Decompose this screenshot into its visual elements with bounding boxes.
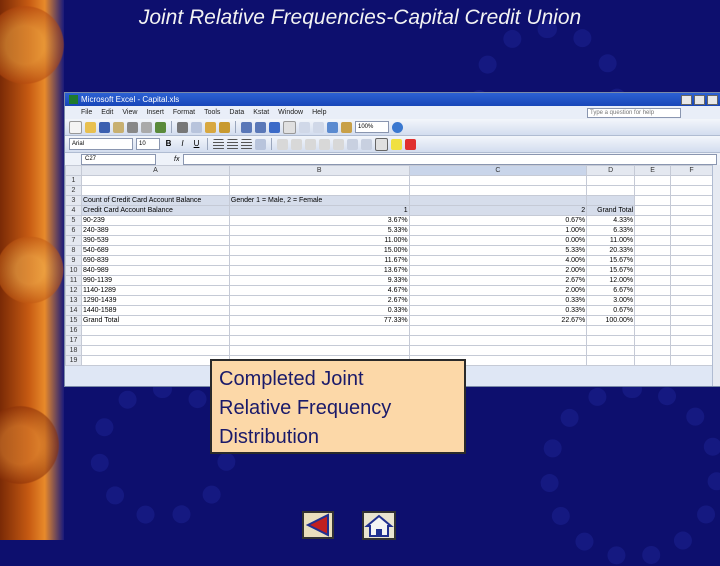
menu-help[interactable]: Help xyxy=(312,109,327,116)
table-row xyxy=(66,306,713,316)
table-row xyxy=(66,226,713,236)
cell-d[interactable]: 15.67% xyxy=(587,256,635,266)
table-row xyxy=(66,296,713,306)
cell-b[interactable]: 77.33% xyxy=(229,316,409,326)
cell-e[interactable] xyxy=(635,206,671,216)
restore-button[interactable] xyxy=(694,95,705,105)
cell-f[interactable] xyxy=(671,356,713,366)
cell-e[interactable] xyxy=(635,316,671,326)
cell-a[interactable]: 690-839 xyxy=(81,256,229,266)
cell-c[interactable]: 5.33% xyxy=(409,246,587,256)
cell-c[interactable]: 2.00% xyxy=(409,266,587,276)
zoom-select[interactable]: 100% xyxy=(355,121,389,133)
cell-b[interactable]: 1 xyxy=(229,206,409,216)
column-header-c[interactable]: C xyxy=(409,166,587,176)
cell-f[interactable] xyxy=(671,276,713,286)
formatting-toolbar xyxy=(65,136,720,153)
redo-icon[interactable] xyxy=(255,122,266,133)
cell-c[interactable]: 0.00% xyxy=(409,236,587,246)
decrease-decimal-icon[interactable] xyxy=(333,139,344,150)
cell-a[interactable]: 240-389 xyxy=(81,226,229,236)
cell-c[interactable] xyxy=(409,336,587,346)
align-left-icon[interactable] xyxy=(213,139,224,150)
drawing-icon[interactable] xyxy=(341,122,352,133)
cell-f[interactable] xyxy=(671,326,713,336)
column-header-b[interactable]: B xyxy=(229,166,409,176)
underline-icon[interactable]: U xyxy=(193,138,200,148)
fx-icon[interactable]: fx xyxy=(174,156,180,163)
bold-icon[interactable]: B xyxy=(165,138,172,148)
cell-c[interactable] xyxy=(409,326,587,336)
cell-d[interactable]: 20.33% xyxy=(587,246,635,256)
cell-e[interactable] xyxy=(635,236,671,246)
cell-f[interactable] xyxy=(671,226,713,236)
undo-icon[interactable] xyxy=(241,122,252,133)
font-color-icon[interactable] xyxy=(405,139,416,150)
cell-e[interactable] xyxy=(635,346,671,356)
cell-d[interactable]: 4.33% xyxy=(587,216,635,226)
align-right-icon[interactable] xyxy=(241,139,252,150)
column-header-row xyxy=(66,166,713,176)
table-row xyxy=(66,236,713,246)
merge-center-icon[interactable] xyxy=(255,139,266,150)
cell-c[interactable]: 2.00% xyxy=(409,286,587,296)
cell-f[interactable] xyxy=(671,196,713,206)
autosum-icon[interactable] xyxy=(283,121,296,134)
bg-gear-2 xyxy=(540,380,720,566)
cell-d[interactable]: 6.33% xyxy=(587,226,635,236)
row-header[interactable]: 1 xyxy=(66,176,82,186)
chart-wizard-icon[interactable] xyxy=(327,122,338,133)
cell-c[interactable]: 1.00% xyxy=(409,226,587,236)
cell-a[interactable]: 1290-1439 xyxy=(81,296,229,306)
cell-e[interactable] xyxy=(635,276,671,286)
sort-ascending-icon[interactable] xyxy=(299,122,310,133)
callout-box xyxy=(210,359,466,454)
borders-icon[interactable] xyxy=(375,138,388,151)
cell-d[interactable]: 12.00% xyxy=(587,276,635,286)
cell-a[interactable] xyxy=(81,326,229,336)
row-header[interactable]: 6 xyxy=(66,226,82,236)
cell-a[interactable] xyxy=(81,336,229,346)
window-title: Microsoft Excel - Capital.xls xyxy=(81,95,180,104)
table-row xyxy=(66,286,713,296)
new-icon[interactable] xyxy=(69,121,82,134)
row-header[interactable]: 19 xyxy=(66,356,82,366)
row-header[interactable]: 17 xyxy=(66,336,82,346)
name-box[interactable]: C27 xyxy=(81,154,156,165)
cell-a[interactable]: 840-989 xyxy=(81,266,229,276)
cell-b[interactable]: 0.33% xyxy=(229,306,409,316)
back-button[interactable] xyxy=(302,511,334,539)
cell-b[interactable] xyxy=(229,346,409,356)
table-row xyxy=(66,216,713,226)
row-header[interactable]: 16 xyxy=(66,326,82,336)
row-header[interactable]: 10 xyxy=(66,266,82,276)
menu-tools[interactable]: Tools xyxy=(204,109,221,116)
cell-d[interactable]: 15.67% xyxy=(587,266,635,276)
table-row xyxy=(66,246,713,256)
formula-input[interactable] xyxy=(183,154,717,165)
cell-b[interactable]: 9.33% xyxy=(229,276,409,286)
separator xyxy=(271,138,272,150)
table-row xyxy=(66,266,713,276)
cell-f[interactable] xyxy=(671,316,713,326)
back-arrow-icon xyxy=(304,513,332,537)
excel-window xyxy=(64,92,720,387)
table-row xyxy=(66,326,713,336)
cell-f[interactable] xyxy=(671,336,713,346)
cell-b[interactable]: 5.33% xyxy=(229,226,409,236)
format-painter-icon[interactable] xyxy=(219,122,230,133)
table-row xyxy=(66,276,713,286)
cell-b[interactable]: 2.67% xyxy=(229,296,409,306)
cell-c[interactable]: 22.67% xyxy=(409,316,587,326)
cell-d[interactable]: 11.00% xyxy=(587,236,635,246)
select-all-corner[interactable] xyxy=(66,166,82,176)
cell-b[interactable]: Gender 1 = Male, 2 = Female xyxy=(229,196,409,206)
callout-line-2: Relative Frequency xyxy=(219,397,392,419)
table-row xyxy=(66,336,713,346)
cell-e[interactable] xyxy=(635,226,671,236)
cell-a[interactable] xyxy=(81,356,229,366)
cell-a[interactable]: 540-689 xyxy=(81,246,229,256)
row-header[interactable]: 9 xyxy=(66,256,82,266)
cell-b[interactable]: 15.00% xyxy=(229,246,409,256)
cell-f[interactable] xyxy=(671,236,713,246)
excel-app-icon xyxy=(69,95,78,104)
cell-a[interactable]: 1140-1289 xyxy=(81,286,229,296)
table-row xyxy=(66,206,713,216)
column-header-e[interactable]: E xyxy=(635,166,671,176)
cell-b[interactable]: 4.67% xyxy=(229,286,409,296)
italic-icon[interactable]: I xyxy=(181,138,184,148)
cell-e[interactable] xyxy=(635,356,671,366)
table-row xyxy=(66,196,713,206)
cell-b[interactable]: 11.67% xyxy=(229,256,409,266)
cell-a[interactable]: Credit Card Account Balance xyxy=(81,206,229,216)
cell-f[interactable] xyxy=(671,306,713,316)
cell-d[interactable] xyxy=(587,336,635,346)
spelling-icon[interactable] xyxy=(155,122,166,133)
cell-d[interactable] xyxy=(587,176,635,186)
cell-f[interactable] xyxy=(671,216,713,226)
help-search-input[interactable]: Type a question for help xyxy=(587,108,681,118)
column-header-a[interactable]: A xyxy=(81,166,229,176)
cell-d[interactable]: 100.00% xyxy=(587,316,635,326)
minimize-button[interactable] xyxy=(681,95,692,105)
menu-edit[interactable]: Edit xyxy=(101,109,114,116)
email-icon[interactable] xyxy=(113,122,124,133)
cell-c[interactable] xyxy=(409,186,587,196)
hyperlink-icon[interactable] xyxy=(269,122,280,133)
cell-c[interactable]: 0.33% xyxy=(409,306,587,316)
cell-d[interactable] xyxy=(587,346,635,356)
menu-data[interactable]: Data xyxy=(229,109,245,116)
table-row xyxy=(66,176,713,186)
increase-indent-icon[interactable] xyxy=(361,139,372,150)
menu-window[interactable]: Window xyxy=(278,109,304,116)
column-header-d[interactable]: D xyxy=(587,166,635,176)
cell-c[interactable] xyxy=(409,196,587,206)
row-header[interactable]: 11 xyxy=(66,276,82,286)
cell-d[interactable]: Grand Total xyxy=(587,206,635,216)
save-icon[interactable] xyxy=(99,122,110,133)
cell-b[interactable]: 3.67% xyxy=(229,216,409,226)
cell-e[interactable] xyxy=(635,196,671,206)
menu-file[interactable]: File xyxy=(81,109,93,116)
cell-b[interactable] xyxy=(229,336,409,346)
copy-icon[interactable] xyxy=(191,122,202,133)
callout-line-1: Completed Joint xyxy=(219,368,364,390)
cell-a[interactable] xyxy=(81,176,229,186)
cell-a[interactable]: 1440-1589 xyxy=(81,306,229,316)
align-center-icon[interactable] xyxy=(227,139,238,150)
vertical-scrollbar[interactable] xyxy=(712,165,720,386)
cell-f[interactable] xyxy=(671,186,713,196)
row-header[interactable]: 14 xyxy=(66,306,82,316)
cell-e[interactable] xyxy=(635,286,671,296)
cell-e[interactable] xyxy=(635,336,671,346)
cell-b[interactable] xyxy=(229,326,409,336)
cell-e[interactable] xyxy=(635,296,671,306)
cell-a[interactable]: 390-539 xyxy=(81,236,229,246)
cell-f[interactable] xyxy=(671,256,713,266)
row-header[interactable]: 12 xyxy=(66,286,82,296)
font-size-select[interactable]: 10 xyxy=(136,138,160,150)
cell-c[interactable] xyxy=(409,176,587,186)
menu-kstat[interactable]: Kstat xyxy=(253,109,270,116)
cell-b[interactable]: 13.67% xyxy=(229,266,409,276)
separator xyxy=(235,121,236,133)
print-preview-icon[interactable] xyxy=(141,122,152,133)
cell-c[interactable]: 4.00% xyxy=(409,256,587,266)
cell-c[interactable]: 2 xyxy=(409,206,587,216)
print-icon[interactable] xyxy=(127,122,138,133)
cell-a[interactable]: 90-239 xyxy=(81,216,229,226)
row-header[interactable]: 5 xyxy=(66,216,82,226)
font-name-select[interactable]: Arial xyxy=(69,138,133,150)
separator xyxy=(171,121,172,133)
slide-title: Joint Relative Frequencies-Capital Credit Union xyxy=(138,6,582,29)
home-button[interactable] xyxy=(362,511,396,540)
cell-f[interactable] xyxy=(671,346,713,356)
window-controls xyxy=(681,95,718,105)
cell-f[interactable] xyxy=(671,246,713,256)
menu-bar xyxy=(65,106,720,119)
paste-icon[interactable] xyxy=(205,122,216,133)
table-row xyxy=(66,256,713,266)
home-icon xyxy=(364,513,394,538)
close-button[interactable] xyxy=(707,95,718,105)
decrease-indent-icon[interactable] xyxy=(347,139,358,150)
separator xyxy=(207,138,208,150)
cell-d[interactable] xyxy=(587,196,635,206)
menu-view[interactable]: View xyxy=(122,109,138,116)
menu-format[interactable]: Format xyxy=(172,109,196,116)
cell-e[interactable] xyxy=(635,216,671,226)
row-header[interactable]: 13 xyxy=(66,296,82,306)
cell-d[interactable]: 3.00% xyxy=(587,296,635,306)
cell-a[interactable] xyxy=(81,186,229,196)
percent-icon[interactable] xyxy=(291,139,302,150)
cell-b[interactable] xyxy=(229,186,409,196)
callout-line-3: Distribution xyxy=(219,426,320,448)
cell-e[interactable] xyxy=(635,326,671,336)
spreadsheet-grid xyxy=(65,165,713,366)
cell-d[interactable] xyxy=(587,356,635,366)
column-header-f[interactable]: F xyxy=(671,166,713,176)
cell-c[interactable] xyxy=(409,346,587,356)
cell-e[interactable] xyxy=(635,186,671,196)
open-icon[interactable] xyxy=(85,122,96,133)
standard-toolbar xyxy=(65,119,720,136)
table-row xyxy=(66,346,713,356)
cell-c[interactable]: 0.67% xyxy=(409,216,587,226)
cell-f[interactable] xyxy=(671,296,713,306)
currency-icon[interactable] xyxy=(277,139,288,150)
cell-f[interactable] xyxy=(671,266,713,276)
row-header[interactable]: 2 xyxy=(66,186,82,196)
cell-f[interactable] xyxy=(671,286,713,296)
cell-a[interactable]: Grand Total xyxy=(81,316,229,326)
cell-d[interactable] xyxy=(587,326,635,336)
row-header[interactable]: 7 xyxy=(66,236,82,246)
cell-a[interactable] xyxy=(81,346,229,356)
cell-e[interactable] xyxy=(635,176,671,186)
comma-icon[interactable] xyxy=(305,139,316,150)
cell-f[interactable] xyxy=(671,206,713,216)
row-header[interactable]: 4 xyxy=(66,206,82,216)
cell-f[interactable] xyxy=(671,176,713,186)
cell-e[interactable] xyxy=(635,306,671,316)
cut-icon[interactable] xyxy=(177,122,188,133)
cell-a[interactable]: 990-1139 xyxy=(81,276,229,286)
menu-insert[interactable]: Insert xyxy=(146,109,164,116)
fill-color-icon[interactable] xyxy=(391,139,402,150)
table-row xyxy=(66,186,713,196)
cell-a[interactable]: Count of Credit Card Account Balance xyxy=(81,196,229,206)
cell-d[interactable] xyxy=(587,186,635,196)
cell-d[interactable]: 6.67% xyxy=(587,286,635,296)
increase-decimal-icon[interactable] xyxy=(319,139,330,150)
row-header[interactable]: 3 xyxy=(66,196,82,206)
cell-d[interactable]: 0.67% xyxy=(587,306,635,316)
cell-b[interactable] xyxy=(229,176,409,186)
cell-b[interactable]: 11.00% xyxy=(229,236,409,246)
help-icon[interactable] xyxy=(392,122,403,133)
cell-e[interactable] xyxy=(635,246,671,256)
cell-e[interactable] xyxy=(635,266,671,276)
cell-c[interactable]: 0.33% xyxy=(409,296,587,306)
table-row xyxy=(66,316,713,326)
row-header[interactable]: 8 xyxy=(66,246,82,256)
row-header[interactable]: 18 xyxy=(66,346,82,356)
excel-titlebar xyxy=(65,93,720,106)
sort-descending-icon[interactable] xyxy=(313,122,324,133)
cell-e[interactable] xyxy=(635,256,671,266)
row-header[interactable]: 15 xyxy=(66,316,82,326)
cell-c[interactable]: 2.67% xyxy=(409,276,587,286)
